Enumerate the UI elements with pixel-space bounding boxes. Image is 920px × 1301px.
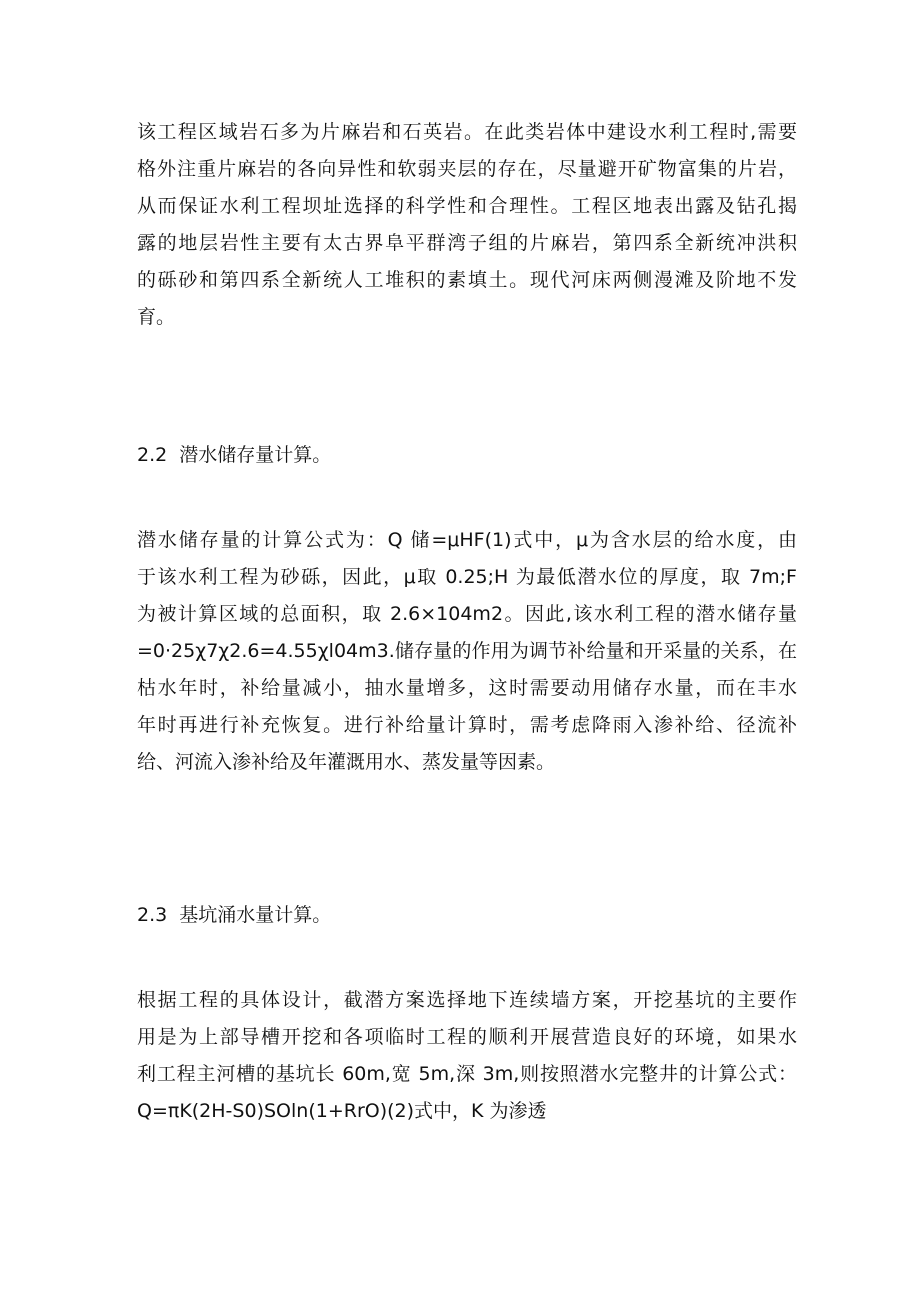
text-line: 用是为上部导槽开挖和各项临时工程的顺利开展营造良好的环境，如果水 (137, 1026, 797, 1048)
paragraph-pit-inflow (137, 982, 797, 1130)
text-line: 根据工程的具体设计，截潜方案选择地下连续墙方案，开挖基坑的主要作 (137, 989, 797, 1011)
paragraph-geology (137, 114, 797, 336)
section-heading-2-2 (137, 437, 331, 474)
text-line: 于该水利工程为砂砾，因此，μ取 0.25;H 为最低潜水位的厚度，取 7m;F (137, 566, 797, 588)
text-line: 格外注重片麻岩的各向异性和软弱夹层的存在，尽量避开矿物富集的片岩， (137, 158, 797, 180)
text-line: =0·25χ7χ2.6=4.55χl04m3.储存量的作用为调节补给量和开采量的关系，在 (137, 640, 797, 662)
text-line: 该工程区域岩石多为片麻岩和石英岩。在此类岩体中建设水利工程时,需要 (137, 121, 797, 143)
section-heading-2-3 (137, 897, 331, 934)
text-line: 年时再进行补充恢复。进行补给量计算时，需考虑降雨入渗补给、径流补 (137, 714, 797, 736)
text-line: 潜水储存量的计算公式为：Q 储=μHF(1)式中，μ为含水层的给水度，由 (137, 529, 797, 551)
text-line: 给、河流入渗补给及年灌溉用水、蒸发量等因素。 (137, 751, 556, 773)
section-number: 2.3 (137, 904, 168, 926)
text-line: 露的地层岩性主要有太古界阜平群湾子组的片麻岩，第四系全新统冲洪积 (137, 232, 797, 254)
section-number: 2.2 (137, 444, 168, 466)
text-line: 的砾砂和第四系全新统人工堆积的素填土。现代河床两侧漫滩及阶地不发 (137, 269, 797, 291)
text-line: 为被计算区域的总面积，取 2.6×104m2。因此,该水利工程的潜水储存量 (137, 603, 797, 625)
text-line: 枯水年时，补给量减小，抽水量增多，这时需要动用储存水量，而在丰水 (137, 677, 797, 699)
text-line: 利工程主河槽的基坑长 60m,宽 5m,深 3m,则按照潜水完整井的计算公式： (137, 1063, 797, 1085)
text-line: 育。 (137, 306, 176, 328)
paragraph-phreatic-storage (137, 522, 797, 781)
text-line: Q=πK(2H-S0)SOln(1+RrO)(2)式中，K 为渗透 (137, 1100, 547, 1122)
text-line: 从而保证水利工程坝址选择的科学性和合理性。工程区地表出露及钻孔揭 (137, 195, 797, 217)
section-title: 基坑涌水量计算。 (179, 904, 332, 926)
section-title: 潜水储存量计算。 (179, 444, 332, 466)
